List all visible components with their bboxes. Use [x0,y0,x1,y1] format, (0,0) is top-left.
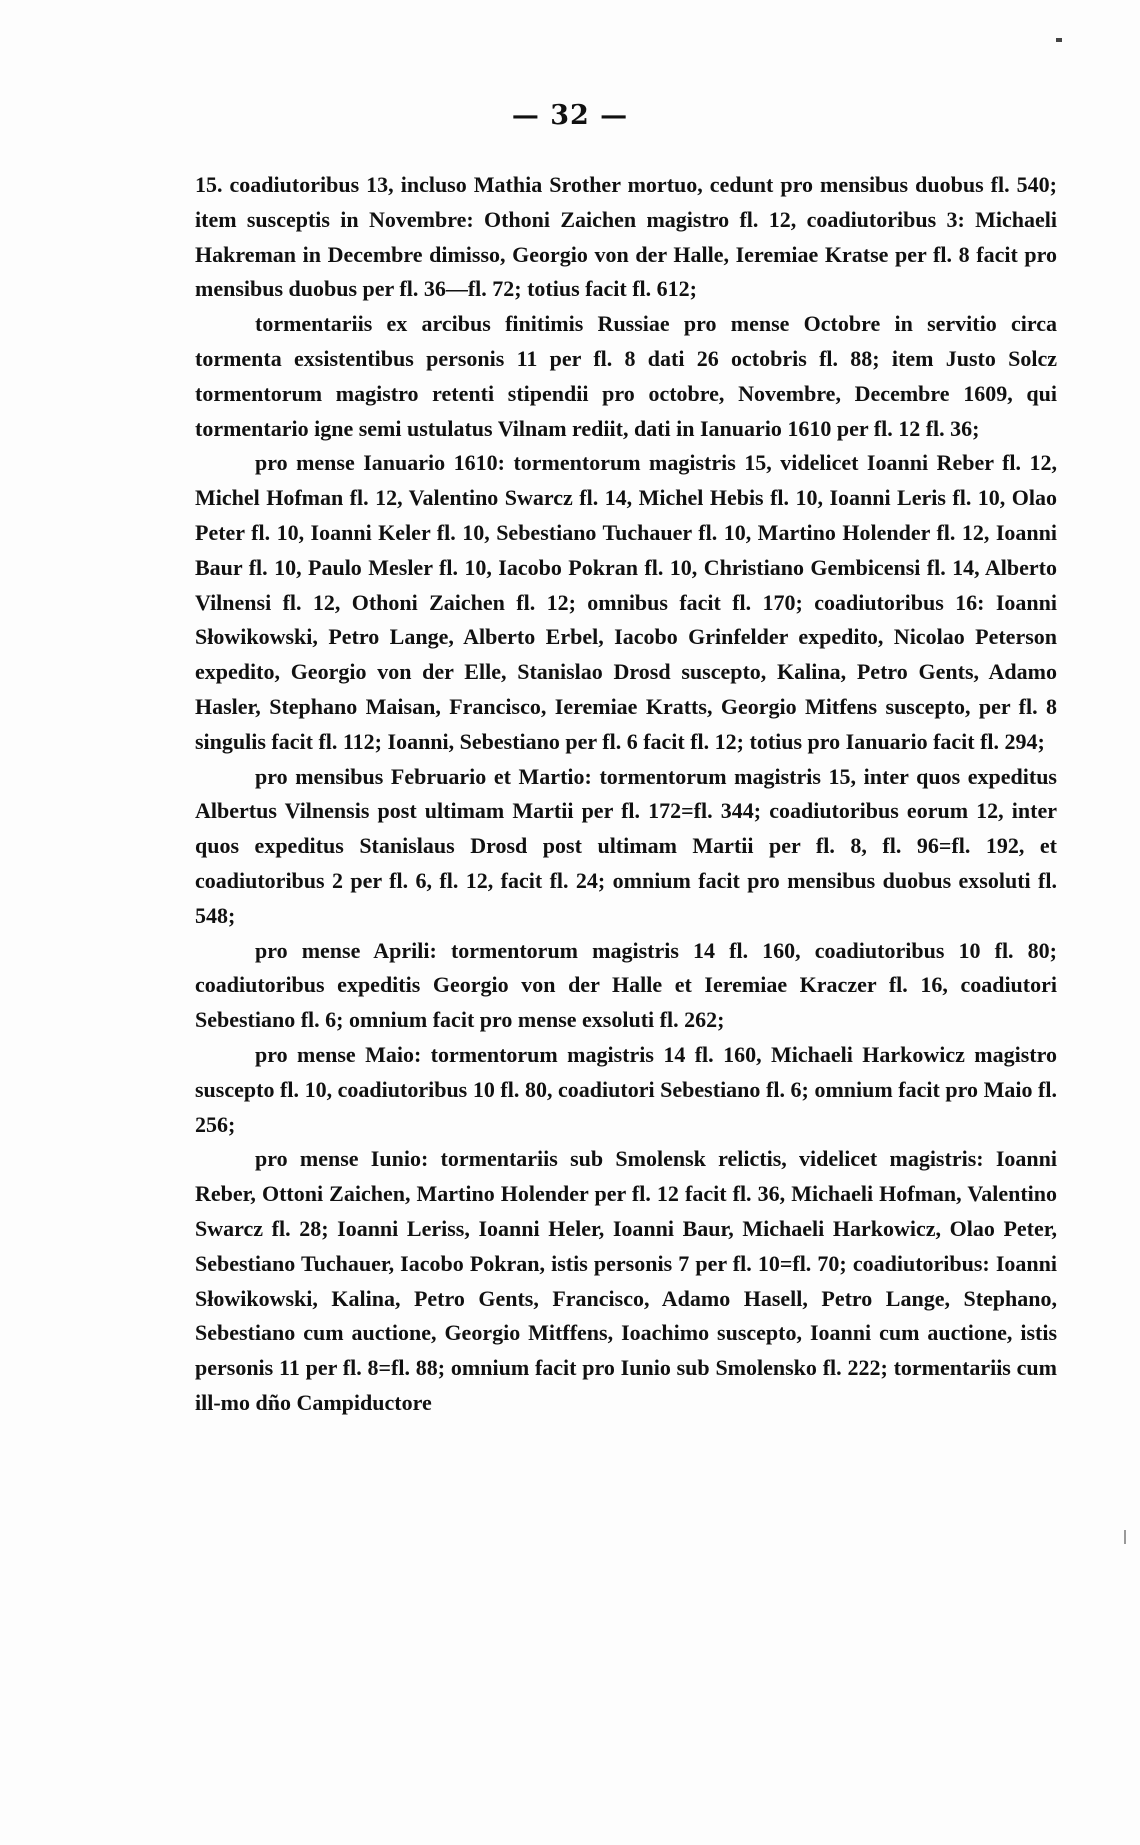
body-text [195,168,1057,1421]
paragraph-maio: pro mense Maio: tormentorum magistris 14 fl. 160, Michaeli Harkowicz magistro suscepto fl. 10, coadiutoribus 10 fl. 80, coadiutori Sebestiano fl. 6; omnium facit pro Maio fl. 256; [195,1041,1057,1137]
scan-edge-mark [1124,1530,1126,1544]
paragraph-iunio: pro mense Iunio: tormentariis sub Smolensk relictis, videlicet magistris: Ioanni Reber, Ottoni Zaichen, Martino Holender per fl. 12 facit fl. 36, Michaeli Hofman, Valentino Swarcz fl. 28; Ioanni Leriss, Ioanni Heler, Ioanni Baur, Michaeli Harkowicz, Olao Peter, Sebestiano Tuchauer, Iacobo Pokran, istis personis 7 per fl. 10=fl. 70; coadiutoribus: Ioanni Słowikowski, Kalina, Petro Gents, Francisco, Adamo Hasell, Petro Lange, Stephano, Sebestiano cum auctione, Georgio Mitffens, Ioachimo suscepto, Ioanni cum auctione, istis personis 11 per fl. 8=fl. 88; omnium facit pro Iunio sub Smolensko fl. 222; tormentariis cum ill-mo dño Campiductore [195,1146,1057,1415]
paragraph-februario-martio: pro mensibus Februario et Martio: tormentorum magistris 15, inter quos expeditus Albertus Vilnensis post ultimam Martii per fl. 172=fl. 344; coadiutoribus eorum 12, inter quos expeditus Stanislaus Drosd post ultimam Martii per fl. 8, fl. 96=fl. 192, et coadiutoribus 2 per fl. 6, fl. 12, facit fl. 24; omnium facit pro mensibus duobus exsoluti fl. 548; [195,763,1057,928]
paragraph-tormentariis: tormentariis ex arcibus finitimis Russiae pro mense Octobre in servitio circa tormenta exsistentibus personis 11 per fl. 8 dati 26 octobris fl. 88; item Justo Solcz tormentorum magistro retenti stipendii pro octobre, Novembre, Decembre 1609, qui tormentario igne semi ustulatus Vilnam rediit, dati in Ianuario 1610 per fl. 12 fl. 36; [195,311,1057,441]
scan-speck [1056,38,1062,42]
paragraph-continued: 15. coadiutoribus 13, incluso Mathia Srother mortuo, cedunt pro mensibus duobus fl. 540; item susceptis in Novembre: Othoni Zaichen magistro fl. 12, coadiutoribus 3: Michaeli Hakreman in Decembre dimisso, Georgio von der Halle, Ieremiae Kratse per fl. 8 facit pro mensibus duobus per fl. 36—fl. 72; totius facit fl. 612; [195,172,1057,302]
paragraph-aprili: pro mense Aprili: tormentorum magistris 14 fl. 160, coadiutoribus 10 fl. 80; coadiutoribus expeditis Georgio von der Halle et Ieremiae Kraczer fl. 16, coadiutori Sebestiano fl. 6; omnium facit pro mense exsoluti fl. 262; [195,937,1057,1033]
page-number: — 32 — [511,100,629,131]
paragraph-ianuario: pro mense Ianuario 1610: tormentorum magistris 15, videlicet Ioanni Reber fl. 12, Michel Hofman fl. 12, Valentino Swarcz fl. 14, Michel Hebis fl. 10, Ioanni Leris fl. 10, Olao Peter fl. 10, Ioanni Keler fl. 10, Sebestiano Tuchauer fl. 10, Martino Holender fl. 12, Ioanni Baur fl. 10, Paulo Mesler fl. 10, Iacobo Pokran fl. 10, Christiano Gembicensi fl. 14, Alberto Vilnensi fl. 12, Othoni Zaichen fl. 12; omnibus facit fl. 170; coadiutoribus 16: Ioanni Słowikowski, Petro Lange, Alberto Erbel, Iacobo Grinfelder expedito, Nicolao Peterson expedito, Georgio von der Elle, Stanislao Drosd suscepto, Kalina, Petro Gents, Adamo Hasler, Stephano Maisan, Francisco, Ieremiae Kratts, Georgio Mitfens suscepto, per fl. 8 singulis facit fl. 112; Ioanni, Sebestiano per fl. 6 facit fl. 12; totius pro Ianuario facit fl. 294; [195,450,1057,754]
